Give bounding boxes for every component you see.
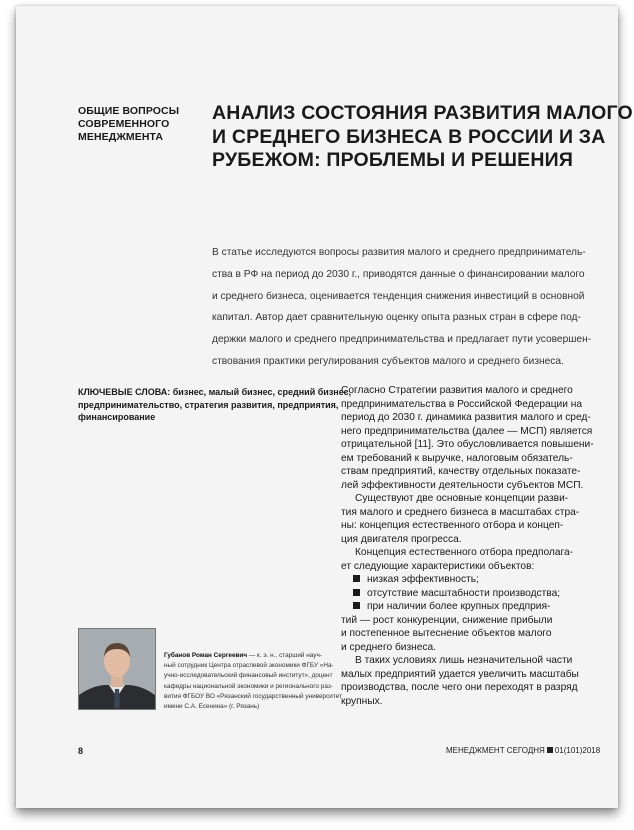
- text-line: крупных.: [341, 695, 383, 707]
- author-bio-line: — к. э. н., старший науч-: [247, 652, 322, 659]
- abstract-line: ствования практики регулирования субъектов малого и среднего бизнеса.: [212, 355, 564, 367]
- text-line: ция двигателя прогресса.: [341, 533, 462, 545]
- keywords-line: финансирование: [78, 412, 156, 422]
- author-name: Губанов Роман Сергеевич: [164, 652, 248, 659]
- journal-name: МЕНЕДЖМЕНТ СЕГОДНЯ: [446, 746, 545, 755]
- abstract-line: В статье исследуются вопросы развития малого и среднего предприниматель-: [212, 247, 586, 258]
- keywords-line: предпринимательство, стратегия развития, предприятия,: [78, 399, 339, 410]
- journal-page: [16, 6, 633, 808]
- text-line: Концепция естественного отбора предполага-: [355, 547, 574, 558]
- author-bio-line: учно-исследовательский финансовый институт», доцент: [164, 672, 333, 680]
- section-rubric: [78, 105, 188, 144]
- square-separator-icon: [547, 747, 553, 753]
- author-portrait-image: [79, 629, 155, 709]
- journal-issue: 01(101)2018: [554, 746, 601, 755]
- text-line: Существуют две основные концепции разви-: [355, 493, 569, 504]
- author-bio-line: ный сотрудник Центра отраслевой экономики ФГБУ «На-: [164, 662, 334, 670]
- text-line: ем требований к выручке, налоговым обязатель-: [341, 452, 573, 464]
- abstract-line: держки малого и среднего предпринимательства и предлагает пути усовершен-: [212, 334, 592, 346]
- paragraph-4: [341, 654, 611, 708]
- title-line: АНАЛИЗ СОСТОЯНИЯ РАЗВИТИЯ МАЛОГО: [212, 102, 633, 124]
- text-line: тий — рост конкуренции, снижение прибыли: [341, 614, 553, 626]
- text-line: тия малого и среднего бизнеса в масштабах стра-: [341, 506, 580, 518]
- keywords-block: [78, 386, 352, 424]
- text-line: него предпринимательства (далее — МСП) является: [341, 425, 593, 437]
- bullet-item: [341, 587, 611, 601]
- bullet-text: низкая эффективность;: [367, 574, 479, 585]
- abstract-line: ства в РФ на период до 2030 г., приводятся данные о финансировании малого: [212, 268, 585, 280]
- bullet-text: при наличии более крупных предприя-: [367, 601, 551, 612]
- author-bio-line: кафедры национальной экономики и регионального раз-: [164, 682, 333, 690]
- journal-footer: [446, 746, 600, 755]
- rubric-line: СОВРЕМЕННОГО: [78, 118, 170, 130]
- text-line: ны: концепция естественного отбора и концеп-: [341, 520, 564, 531]
- text-line: производства, после чего они переходят в разряд: [341, 682, 578, 693]
- keywords-line: КЛЮЧЕВЫЕ СЛОВА: бизнес, малый бизнес, средний бизнес,: [78, 387, 352, 397]
- body-text-column: [341, 384, 611, 708]
- author-bio-line: вития ФГБОУ ВО «Рязанский государственный университет: [164, 692, 342, 700]
- text-line: ствам предприятий, качеству отдельных показате-: [341, 466, 581, 477]
- title-line: И СРЕДНЕГО БИЗНЕСА В РОССИИ И ЗА: [212, 125, 606, 148]
- author-info: [164, 651, 342, 712]
- rubric-line: ОБЩИЕ ВОПРОСЫ: [78, 105, 180, 117]
- article-abstract: [212, 242, 598, 373]
- bullet-list: [341, 573, 611, 654]
- rubric-line: МЕНЕДЖМЕНТА: [78, 131, 164, 143]
- paragraph-3: [341, 546, 611, 573]
- author-bio-line: имени С.А. Есенина» (г. Рязань): [164, 703, 260, 711]
- text-line: и постепенное вытеснение объектов малого: [341, 628, 552, 639]
- text-line: предпринимательства в Российской Федерации на: [341, 398, 583, 410]
- text-line: лей эффективности деятельности субъектов МСП.: [341, 479, 584, 491]
- text-line: малых предприятий удается увеличить масштабы: [341, 668, 579, 680]
- text-line: Согласно Стратегии развития малого и среднего: [341, 385, 573, 396]
- abstract-line: капитал. Автор дает сравнительную оценку опыта разных стран в сфере под-: [212, 312, 581, 324]
- square-bullet-icon: [353, 589, 360, 596]
- text-line: В таких условиях лишь незначительной части: [355, 655, 573, 666]
- text-line: ет следующие характеристики объектов:: [341, 560, 535, 572]
- author-photo: [78, 628, 156, 710]
- bullet-item: [341, 600, 611, 614]
- page-number: 8: [78, 746, 84, 756]
- bullet-text: отсутствие масштабности производства;: [367, 587, 561, 599]
- square-bullet-icon: [353, 575, 360, 582]
- title-line: РУБЕЖОМ: ПРОБЛЕМЫ И РЕШЕНИЯ: [212, 149, 574, 171]
- text-line: и среднего бизнеса.: [341, 641, 437, 653]
- article-title: [212, 102, 633, 173]
- square-bullet-icon: [353, 602, 360, 609]
- paragraph-1: [341, 384, 611, 492]
- paragraph-2: [341, 492, 611, 546]
- text-line: период до 2030 г. динамика развития малого и сред-: [341, 412, 591, 423]
- text-line: отрицательной [11]. Это обусловливается повышени-: [341, 439, 594, 450]
- bullet-item: [341, 573, 611, 587]
- abstract-line: и среднего бизнеса, оценивается тенденция снижения инвестиций в основной: [212, 290, 585, 302]
